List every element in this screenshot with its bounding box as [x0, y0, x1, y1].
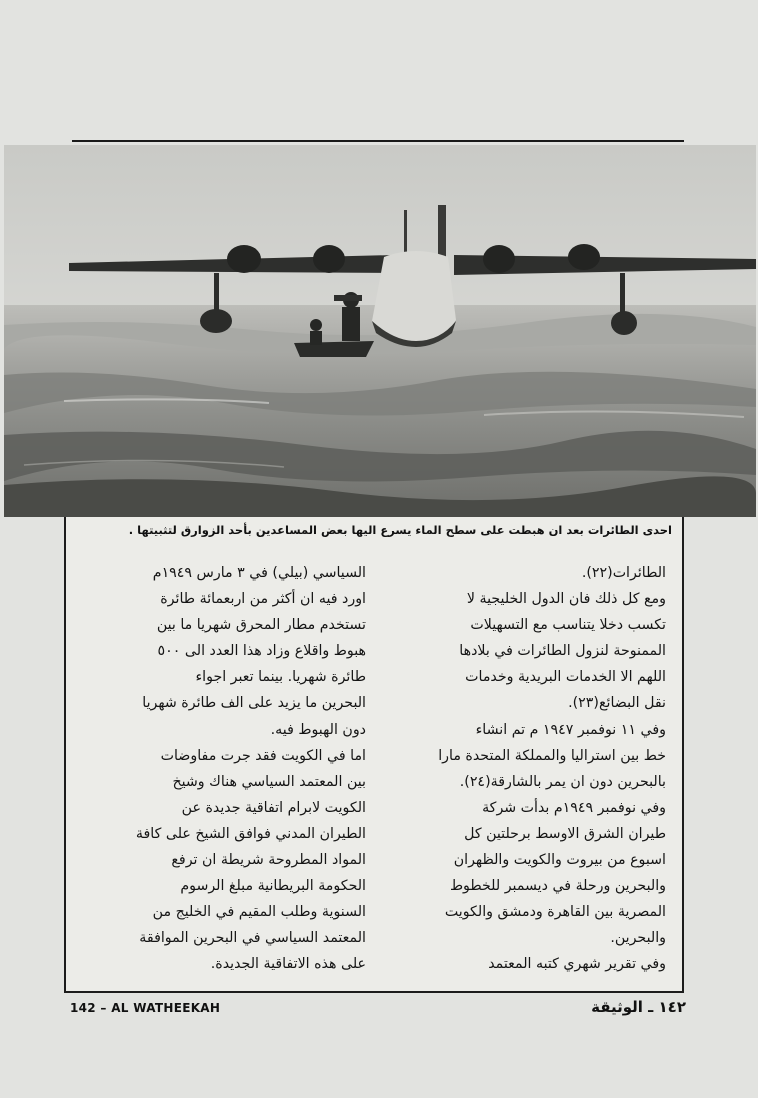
- text-line: على هذه الاتفاقية الجديدة.: [210, 956, 366, 973]
- text-line: السنوية وطلب المقيم في الخليج من: [152, 904, 366, 921]
- text-line: المواد المطروحة شريطة ان ترفع: [171, 852, 366, 869]
- text-line: نقل البضائع(٢٣).: [568, 695, 666, 712]
- text-line: اسبوع من بيروت والكويت والظهران: [453, 852, 666, 869]
- seaplane-photograph: [4, 145, 756, 517]
- text-line: وفي نوفمبر ١٩٤٩م بدأت شركة: [482, 799, 666, 816]
- text-line: والبحرين.: [610, 930, 666, 947]
- footer-page-label-english: 142 – AL WATHEEKAH: [70, 1001, 221, 1015]
- text-line: دون الهبوط فيه.: [270, 721, 366, 738]
- article-column-left: [84, 560, 366, 985]
- text-line: وفي ١١ نوفمبر ١٩٤٧ م تم انشاء: [475, 721, 666, 738]
- article-column-right: [384, 560, 666, 985]
- text-line: تكسب دخلا يتناسب مع التسهيلات: [470, 617, 666, 634]
- text-line: وفي تقرير شهري كتبه المعتمد: [488, 956, 666, 973]
- text-line: الحكومة البريطانية مبلغ الرسوم: [180, 878, 366, 895]
- text-line: اورد فيه ان أكثر من اربعمائة طائرة: [160, 591, 366, 608]
- text-line: الممنوحة لنزول الطائرات في بلادها: [459, 643, 666, 660]
- text-line: هبوط واقلاع وزاد هذا العدد الى ٥٠٠: [157, 643, 366, 660]
- text-line: طائرة شهريا. بينما تعبر اجواء: [195, 669, 366, 686]
- footer-page-label-arabic: ١٤٢ ـ الوثيقة: [591, 998, 686, 1016]
- photo-caption: احدى الطائرات بعد ان هبطت على سطح الماء يسرع اليها بعض المساعدين بأحد الزوارق لتثبيتها .: [128, 523, 672, 537]
- text-line: المصرية بين القاهرة ودمشق والكويت: [444, 904, 666, 921]
- top-rule: [72, 140, 684, 142]
- seaplane-photo-drawing: [4, 145, 756, 517]
- text-line: والبحرين ورحلة في ديسمبر للخطوط: [449, 878, 666, 895]
- text-line: اللهم الا الخدمات البريدية وخدمات: [465, 669, 666, 686]
- text-line: طيران الشرق الاوسط برحلتين كل: [464, 825, 666, 842]
- text-line: تستخدم مطار المحرق شهريا ما بين: [156, 617, 366, 634]
- text-line: البحرين ما يزيد على الف طائرة شهريا: [142, 695, 366, 712]
- text-line: بين المعتمد السياسي هناك وشيخ: [172, 773, 366, 790]
- text-line: اما في الكويت فقد جرت مفاوضات: [160, 747, 366, 764]
- text-line: المعتمد السياسي في البحرين الموافقة: [139, 930, 366, 947]
- text-line: بالبحرين دون ان يمر بالشارقة(٢٤).: [459, 773, 666, 790]
- text-line: الطائرات(٢٢).: [581, 565, 666, 581]
- text-line: الكويت لابرام اتفاقية جديدة عن: [181, 799, 366, 816]
- text-line: خط بين استراليا والمملكة المتحدة مارا: [438, 747, 666, 764]
- text-line: الطيران المدني فوافق الشيخ على كافة: [135, 825, 366, 842]
- text-line: ومع كل ذلك فان الدول الخليجية لا: [466, 591, 666, 608]
- text-line: السياسي (بيلي) في ٣ مارس ١٩٤٩م: [152, 565, 366, 581]
